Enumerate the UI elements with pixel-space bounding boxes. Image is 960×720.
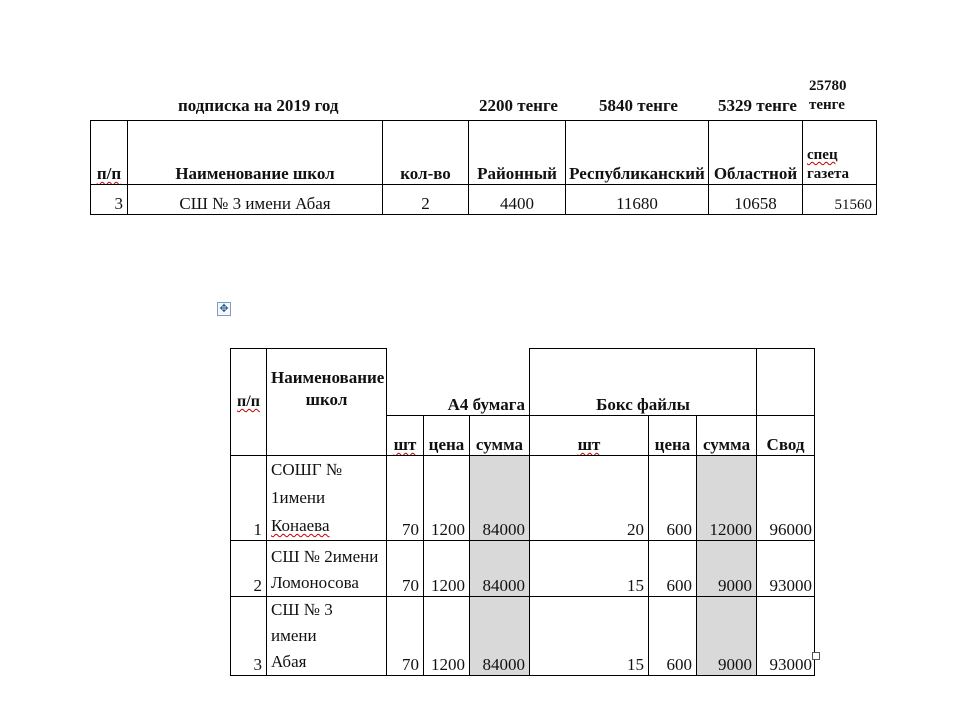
header-republican: Республиканский (566, 121, 709, 185)
cell-a4-qty: 70 (387, 597, 424, 676)
supplies-header-box-sum: сумма (697, 416, 757, 456)
table-move-handle-icon[interactable]: ✥ (217, 302, 231, 316)
supplies-header-blank (757, 349, 815, 416)
supplies-header-num: п/п (231, 349, 267, 456)
regional-price: 5329 тенге (718, 96, 797, 115)
cell-num: 1 (231, 456, 267, 541)
table-row (231, 456, 815, 541)
district-price: 2200 тенге (479, 96, 558, 115)
header-district: Районный (469, 121, 566, 185)
cell-a4-sum: 84000 (470, 597, 530, 676)
cell-box-qty: 20 (530, 456, 649, 541)
row-special: 51560 (803, 185, 877, 215)
supplies-header-box: Бокс файлы (530, 349, 757, 416)
cell-school: СШ № 2имени Ломоносова (267, 541, 387, 597)
republican-price: 5840 тенге (599, 96, 678, 115)
supplies-header-row-1 (231, 349, 815, 416)
cell-school: СШ № 3 имени Абая (267, 597, 387, 676)
cell-num: 2 (231, 541, 267, 597)
supplies-table (230, 348, 815, 676)
cell-school: СОШГ № 1имени Конаева (267, 456, 387, 541)
subscription-table (90, 120, 877, 215)
supplies-header-box-price: цена (649, 416, 697, 456)
cell-num: 3 (231, 597, 267, 676)
cell-total: 93000 (757, 597, 815, 676)
supplies-header-a4-sum: сумма (470, 416, 530, 456)
cell-box-price: 600 (649, 597, 697, 676)
header-qty: кол-во (383, 121, 469, 185)
cell-a4-price: 1200 (424, 597, 470, 676)
supplies-header-school: Наименование школ (267, 349, 387, 456)
special-price (809, 77, 847, 115)
cell-a4-sum: 84000 (470, 456, 530, 541)
row-school: СШ № 3 имени Абая (128, 185, 383, 215)
table-row (231, 541, 815, 597)
supplies-header-a4-price: цена (424, 416, 470, 456)
row-district: 4400 (469, 185, 566, 215)
cell-box-qty: 15 (530, 597, 649, 676)
cell-total: 93000 (757, 541, 815, 597)
header-regional: Областной (709, 121, 803, 185)
cell-box-sum: 9000 (697, 541, 757, 597)
table-row (231, 597, 815, 676)
cell-box-qty: 15 (530, 541, 649, 597)
subscription-title: подписка на 2019 год (178, 96, 339, 115)
header-num: п/п (91, 121, 128, 185)
row-num: 3 (91, 185, 128, 215)
table-resize-handle[interactable] (812, 652, 820, 660)
row-regional: 10658 (709, 185, 803, 215)
cell-box-price: 600 (649, 456, 697, 541)
supplies-header-a4-qty: шт (387, 416, 424, 456)
cell-a4-qty: 70 (387, 541, 424, 597)
subscription-header-row (91, 121, 877, 185)
special-price-unit: тенге (809, 97, 845, 113)
cell-a4-price: 1200 (424, 456, 470, 541)
header-school: Наименование школ (128, 121, 383, 185)
header-special: спец газета (803, 121, 877, 185)
cell-a4-qty: 70 (387, 456, 424, 541)
row-qty: 2 (383, 185, 469, 215)
special-price-value: 25780 (809, 78, 847, 94)
cell-a4-price: 1200 (424, 541, 470, 597)
supplies-header-a4: А4 бумага (387, 349, 530, 416)
supplies-header-box-qty: шт (530, 416, 649, 456)
cell-a4-sum: 84000 (470, 541, 530, 597)
cell-box-sum: 9000 (697, 597, 757, 676)
cell-box-sum: 12000 (697, 456, 757, 541)
cell-box-price: 600 (649, 541, 697, 597)
supplies-header-total: Свод (757, 416, 815, 456)
row-republican: 11680 (566, 185, 709, 215)
subscription-row (91, 185, 877, 215)
cell-total: 96000 (757, 456, 815, 541)
